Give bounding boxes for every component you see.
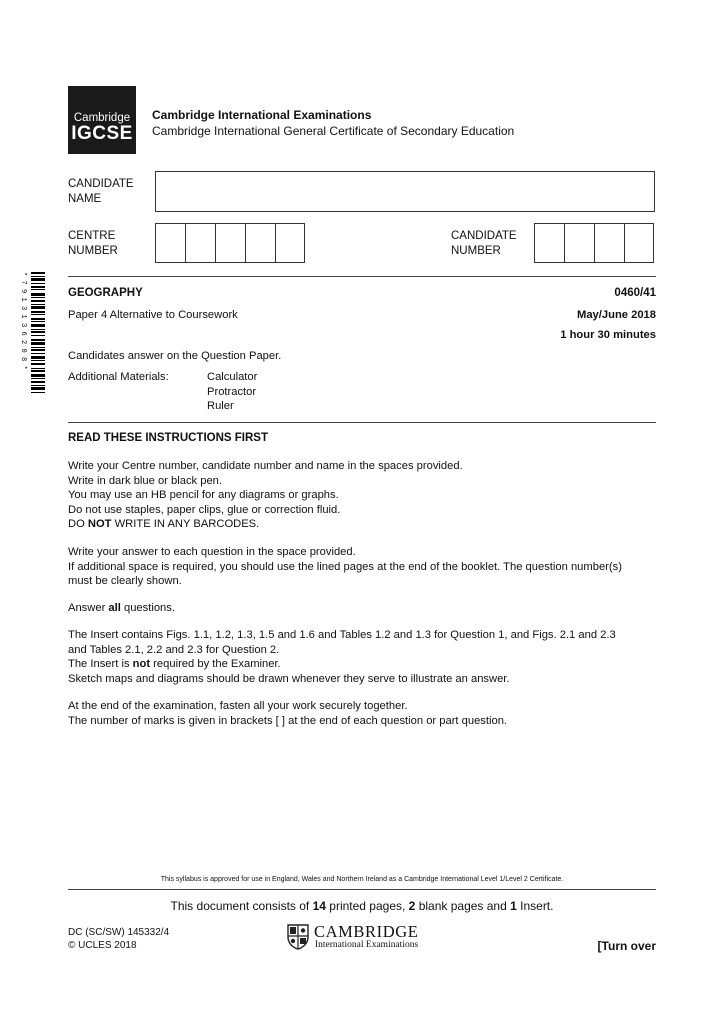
emphasis: all (108, 602, 121, 614)
instructions-paragraph-3 (68, 601, 175, 616)
crest-icon (287, 924, 309, 950)
divider (68, 422, 656, 423)
subject: GEOGRAPHY (68, 287, 143, 299)
centre-number-cell[interactable] (185, 223, 215, 263)
text-fragment: Insert. (516, 899, 554, 913)
emphasis: 2 (408, 899, 416, 913)
syllabus-approval-note: This syllabus is approved for use in England, Wales and Northern Ireland as a Cambridge International Level 1/Level 2 Certificate. (160, 876, 564, 883)
text-fragment: DO (68, 518, 88, 530)
candidate-name-label (68, 177, 134, 207)
candidate-number-label-line1: CANDIDATE (451, 230, 517, 242)
instruction-line: Sketch maps and diagrams should be drawn whenever they serve to illustrate an answer. (68, 672, 510, 685)
instruction-line: Write your Centre number, candidate number and name in the spaces provided. (68, 460, 463, 472)
emphasis: 1 (510, 899, 517, 913)
cambridge-logo-wordmark: CAMBRIDGE (314, 922, 419, 941)
instructions-paragraph-5 (68, 699, 668, 728)
material-item: Calculator (207, 371, 258, 383)
instruction-line (68, 657, 668, 672)
instruction-line: Write in dark blue or black pen. (68, 474, 223, 487)
candidate-number-field[interactable] (534, 223, 654, 263)
instruction-line: At the end of the examination, fasten all your work securely together. (68, 700, 408, 712)
text-fragment: questions. (120, 602, 175, 614)
instruction-line: must be clearly shown. (68, 575, 182, 587)
turn-over-label: [Turn over (597, 939, 656, 953)
logo-top-text: Cambridge (73, 112, 131, 124)
divider (68, 276, 656, 277)
text-fragment: This document consists of (170, 899, 313, 913)
reference-code: DC (SC/SW) 145332/4 (68, 927, 170, 938)
instructions-paragraph-1 (68, 459, 668, 532)
candidate-number-cell[interactable] (624, 223, 654, 263)
centre-number-cell[interactable] (275, 223, 305, 263)
cambridge-igcse-logo (68, 86, 136, 154)
copyright: © UCLES 2018 (68, 940, 137, 951)
material-item: Ruler (207, 400, 234, 412)
instruction-line: The number of marks is given in brackets [ ] at the end of each question or part question. (68, 714, 508, 727)
candidate-name-label-line1: CANDIDATE (68, 178, 134, 190)
emphasis: not (132, 658, 151, 670)
exam-session: May/June 2018 (577, 309, 656, 321)
candidate-number-label-line2: NUMBER (451, 245, 501, 257)
materials-list (207, 370, 257, 414)
barcode (31, 272, 45, 412)
centre-number-field[interactable] (155, 223, 305, 263)
divider (68, 889, 656, 890)
candidate-number-cell[interactable] (564, 223, 594, 263)
centre-number-label (68, 229, 118, 259)
organisation-title: Cambridge International Examinations (152, 108, 372, 122)
instructions-paragraph-2 (68, 545, 668, 589)
candidate-name-field[interactable] (155, 171, 655, 212)
instruction-line: You may use an HB pencil for any diagrams or graphs. (68, 489, 339, 501)
emphasis: NOT (87, 518, 112, 530)
text-fragment: Answer (68, 602, 109, 614)
syllabus-code: 0460/41 (614, 287, 656, 299)
barcode-digits: *7913136208* (19, 272, 27, 375)
centre-number-label-line1: CENTRE (68, 230, 116, 242)
instruction-line (68, 517, 668, 532)
paper-title: Paper 4 Alternative to Coursework (68, 309, 238, 321)
instruction-line: The Insert contains Figs. 1.1, 1.2, 1.3, 1.5 and 1.6 and Tables 1.2 and 1.3 for Question 1, and Figs. 2.1 and 2.3 (68, 629, 616, 641)
instruction-line: and Tables 2.1, 2.2 and 2.3 for Question 2. (68, 643, 280, 656)
material-item: Protractor (207, 385, 257, 398)
candidate-number-cell[interactable] (594, 223, 624, 263)
cambridge-logo-subtitle: International Examinations (315, 940, 419, 950)
qualification-title: Cambridge International General Certificate of Secondary Education (152, 124, 515, 138)
text-fragment: printed pages, (325, 899, 409, 913)
candidate-number-label (451, 229, 517, 259)
text-fragment: The Insert is (68, 658, 133, 670)
emphasis: 14 (312, 899, 326, 913)
cambridge-logo (287, 922, 447, 954)
logo-bottom-text: IGCSE (71, 123, 133, 144)
instruction-line: Write your answer to each question in the space provided. (68, 546, 356, 558)
candidate-name-label-line2: NAME (68, 193, 102, 205)
materials-label: Additional Materials: (68, 371, 169, 383)
centre-number-label-line2: NUMBER (68, 245, 118, 257)
centre-number-cell[interactable] (155, 223, 185, 263)
centre-number-cell[interactable] (245, 223, 275, 263)
centre-number-cell[interactable] (215, 223, 245, 263)
exam-duration: 1 hour 30 minutes (560, 329, 656, 341)
document-reference (68, 926, 169, 952)
instructions-paragraph-4 (68, 628, 668, 686)
text-fragment: required by the Examiner. (150, 658, 281, 670)
instruction-line: Do not use staples, paper clips, glue or correction fluid. (68, 503, 341, 516)
text-fragment: blank pages and (415, 899, 511, 913)
page-count-statement (0, 899, 724, 913)
instructions-heading: READ THESE INSTRUCTIONS FIRST (68, 432, 268, 444)
answer-instruction: Candidates answer on the Question Paper. (68, 350, 282, 362)
text-fragment: WRITE IN ANY BARCODES. (111, 518, 260, 530)
instruction-line: If additional space is required, you should use the lined pages at the end of the booklet. The question number(s) (68, 560, 622, 573)
candidate-number-cell[interactable] (534, 223, 564, 263)
